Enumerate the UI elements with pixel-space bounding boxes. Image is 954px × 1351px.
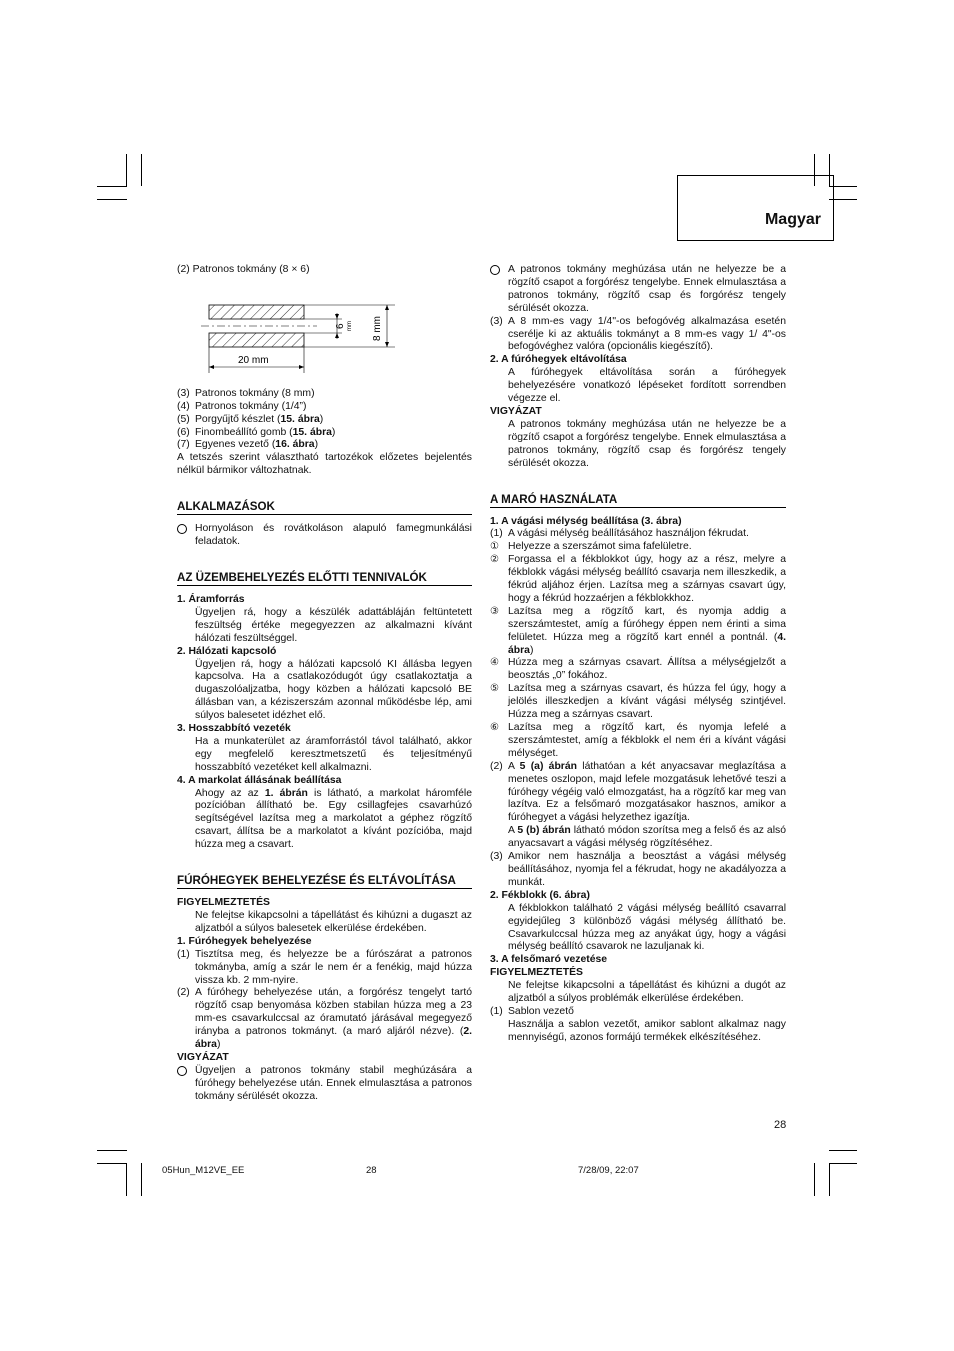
dim-length-label: 20 mm: [238, 354, 269, 366]
paragraph: A fúróhegyek eltávolítása során a fúróhegyek behelyezésére vonatkozó lépéseket fordított sorrendben végezze el.: [508, 367, 786, 405]
paragraph: Ne felejtse kikapcsolni a tápellátást és kihúzni a dugót az aljzatból a súlyos problémák elkerülése érdekében.: [508, 980, 786, 1005]
crop-mark: [97, 1163, 127, 1164]
dim-outer-label: 8 mm: [372, 315, 383, 341]
crop-mark: [814, 1163, 815, 1196]
subheading: 1. Fúróhegyek behelyezése: [177, 935, 312, 947]
paragraph: Ne felejtse kikapcsolni a tápellátást és kihúzni a dugaszt az aljzatból a súlyos balesetek elkerülése érdekében.: [195, 910, 472, 934]
list-item: ⑥ Lazítsa meg a rögzítő kart, és nyomja lefelé a szerszámtestet, amíg a fékblokk el nem éri a kívánt vágási mélységet.: [490, 722, 786, 759]
crop-mark: [126, 1163, 127, 1196]
section-heading: AZ ÜZEMBEHELYEZÉS ELŐTTI TENNIVALÓK: [177, 571, 472, 586]
footer-filename: 05Hun_M12VE_EE: [162, 1165, 245, 1176]
list-item: (7) Egyenes vezető (16. ábra): [177, 439, 319, 451]
subheading: 2. A fúróhegyek eltávolítása: [490, 354, 627, 366]
list-item: (1) Tisztítsa meg, és helyezze be a fúrószárat a patronos tokmányba, amíg a szár le nem ér a fenékig, majd húzza vissza kb. 2 mm-nyire.: [177, 948, 472, 986]
list-item: ③ Lazítsa meg a rögzítő kart, és nyomja addig a szerszámtestet, amíg a fúróhegy éppen nem érinti a sima felületet. Húzza meg a rögzítő kart ennél a pontnál. (4. ábra): [490, 605, 786, 656]
crop-mark: [141, 1163, 142, 1196]
paragraph: Ügyeljen rá, hogy a hálózati kapcsoló KI állásba legyen kapcsolva. Ha a csatlakozódugót úgy csatlakoztatja a dugaszolóaljzatba, hogy közben a hálózati kapcsoló BE állásban van, a kéziszerszám azonnal működésbe lép, ami súlyos balesetet idézhet elő.: [195, 658, 472, 722]
accessories-note: A tetszés szerint választható tartozékok előzetes bejelentés nélkül bármikor változhatnak.: [177, 452, 472, 477]
subheading: 2. Hálózati kapcsoló: [177, 645, 277, 657]
list-item: (3) A 8 mm-es vagy 1/4"-os befogóvég alkalmazása esetén cserélje ki az aktuális tokmányt a 8 mm-es vagy 1/ 4"-os befogóvéghez valóra (opcionális kiegészítő).: [490, 315, 786, 353]
warning-heading: FIGYELMEZTETÉS: [177, 897, 270, 909]
list-item: (4) Patronos tokmány (1/4”): [177, 400, 307, 412]
list-item: A patronos tokmány meghúzása után ne helyezze be a rögzítő csapot a forgórész tengelybe. Ennek elmulasztása a patronos tokmány, rögzítő csap és forgórész tengely sérülését okozza.: [490, 264, 786, 316]
crop-mark: [97, 1150, 127, 1151]
section-heading: A MARÓ HASZNÁLATA: [490, 493, 786, 508]
crop-mark: [141, 154, 142, 186]
footer-date: 7/28/09, 22:07: [578, 1165, 639, 1176]
list-item: (3) Patronos tokmány (8 mm): [177, 387, 315, 399]
right-column: [490, 264, 786, 1045]
crop-mark: [97, 199, 127, 200]
crop-mark: [97, 186, 127, 187]
circle-bullet-icon: [490, 264, 508, 316]
list-item: (2) A fúróhegy behelyezése után, a forgórész tengelyt tartó rögzítő csap benyomása közben stabilan húzza meg a 23 mm-es csavarkulccsal az óramutató járásával megegyező irányba a patronos tokmányt. (a maró aljáról nézve). (2. ábra): [177, 987, 472, 1051]
list-item: (1) Sablon vezető: [490, 1005, 574, 1017]
list-item: (3) Amikor nem használja a beosztást a vágási mélység beállításához, nyomja fel a fékrudat, hogy ne akadályozza a munkát.: [490, 851, 786, 888]
dim-inner-label: 6: [335, 323, 346, 329]
crop-mark: [829, 1163, 830, 1196]
warning-heading: FIGYELMEZTETÉS: [490, 967, 583, 979]
section-heading: ALKALMAZÁSOK: [177, 500, 472, 515]
list-item: Hornyoláson és rovátkoláson alapuló famegmunkálási feladatok.: [177, 523, 472, 549]
subheading: 4. A markolat állásának beállítása: [177, 774, 342, 786]
collet-chuck-diagram: [177, 283, 407, 373]
list-item: Ügyeljen a patronos tokmány stabil meghúzására a fúróhegy behelyezése után. Ennek elmulasztása a patronos tokmány sérülését okozza.: [177, 1065, 472, 1104]
subheading: 3. Hosszabbító vezeték: [177, 723, 291, 735]
list-item: ④ Húzza meg a szárnyas csavart. Állítsa a mélységjelzőt a beosztás „0” fokához.: [490, 657, 786, 682]
list-item: (6) Finombeállító gomb (15. ábra): [177, 426, 336, 438]
figure-title: (2) Patronos tokmány (8 × 6): [177, 264, 310, 275]
caution-heading: VIGYÁZAT: [490, 405, 542, 417]
list-item: ① Helyezze a szerszámot sima fafelületre.: [490, 541, 692, 553]
language-label: Magyar: [764, 211, 821, 228]
list-item: ② Forgassa el a fékblokkot úgy, hogy az a rész, melyre a fékblokk vágási mélység beállító csavarja nem illeszkedik, a fékrúd aljához érjen. Lazítsa meg a szárnyas csavart úgy, hogy a fékrúd hozzaérjen a fékblokkhoz.: [490, 554, 786, 604]
collet-chuck-figure: [177, 283, 472, 378]
left-column: [177, 264, 472, 1104]
footer-page: 28: [366, 1165, 377, 1176]
paragraph: A patronos tokmány meghúzása után ne helyezze be a rögzítő csapot a forgórész tengelybe. Ennek elmulasztása a patronos tokmány, rögzítő csap és forgórész tengely sérülését okozza.: [508, 418, 786, 469]
paragraph: Ügyeljen rá, hogy a készülék adattábláján feltüntetett feszültség értéke megegyezzen az alkalmazni kívánt hálózati feszültséggel.: [195, 606, 472, 644]
paragraph: A 5 (b) ábrán látható módon szorítsa meg a felső és az alsó anyacsavart a vágási mélység rögzítéséhez.: [508, 825, 786, 850]
paragraph: A fékblokkon található 2 vágási mélység beállító csavarral egyidejűleg 3 különböző vágási mélység állítható be. Csavarkulccsal húzza meg az anyákat úgy, hogy a vágási mélység beállító csavarok ne lazuljanak ki.: [508, 902, 786, 953]
subheading: 1. A vágási mélység beállítása (3. ábra): [490, 515, 682, 527]
crop-mark: [829, 1150, 857, 1151]
circle-bullet-icon: [177, 523, 195, 549]
page-number: 28: [774, 1119, 787, 1131]
subheading: 1. Áramforrás: [177, 593, 245, 605]
list-item: (5) Porgyűjtő készlet (15. ábra): [177, 413, 324, 425]
list-item: (1) A vágási mélység beállításához használjon fékrudat.: [490, 528, 749, 540]
paragraph: Ha a munkaterület az áramforrástól távol található, akkor egy megfelelő keresztmetszetű és teljesítményű hosszabbító vezetéket kell alkalmazni.: [195, 735, 472, 773]
circle-bullet-icon: [177, 1065, 195, 1104]
crop-mark: [829, 1163, 857, 1164]
list-item: (2) A 5 (a) ábrán láthatóan a két anyacsavar meglazítása a menetes oszlopon, majd lefele mozgatásuk lehetővé teszi a fúróhegy végéig való elmozgatást, ha a rögzítő kar meg van lazítva. Ez a felsőmaró mozgatásakor hasznos, amikor a fúróhegyet a vágási helyzethez igazítja.: [490, 760, 787, 824]
list-item: ⑤ Lazítsa meg a szárnyas csavart, és húzza fel úgy, hogy a jelölés illeszkedjen a kívánt vágási mélység szintjével. Húzza meg a szárnyas csavart.: [490, 683, 786, 721]
language-box: [677, 175, 834, 241]
caution-heading: VIGYÁZAT: [177, 1051, 229, 1063]
paragraph: Használja a sablon vezetőt, amikor sablont alkalmaz nagy mennyiségű, azonos formájú termékek elkészítéséhez.: [508, 1018, 786, 1043]
section-heading: FÚRÓHEGYEK BEHELYEZÉSE ÉS ELTÁVOLÍTÁSA: [177, 874, 472, 889]
subheading: 3. A felsőmaró vezetése: [490, 954, 608, 966]
crop-mark: [126, 154, 127, 186]
dim-inner-unit: mm: [347, 320, 353, 331]
subheading: 2. Fékblokk (6. ábra): [490, 889, 590, 901]
paragraph: Ahogy az az 1. ábrán is látható, a markolat háromféle pozícióban állítható be. Egy csillagfejes csavarhúzó segítségével lazítsa meg a markolatot a géphez rögzítő csavart, állítsa be a markolatot a kívánt pozícióba, majd húzza meg a csavart.: [195, 787, 472, 851]
